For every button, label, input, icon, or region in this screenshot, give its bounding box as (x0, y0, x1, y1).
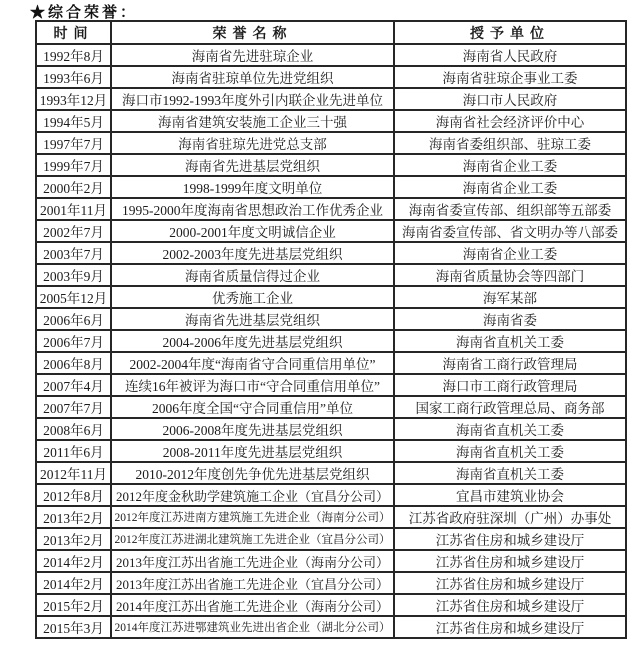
cell-honor-name: 海南省驻琼先进党总支部 (111, 132, 394, 154)
cell-honor-name: 2004-2006年度先进基层党组织 (111, 330, 394, 352)
cell-honor-name: 2012年度江苏进湖北建筑施工先进企业（宜昌分公司） (111, 528, 394, 550)
cell-honor-name: 海南省质量信得过企业 (111, 264, 394, 286)
cell-honor-name: 海南省建筑安装施工企业三十强 (111, 110, 394, 132)
cell-honor-name: 海南省先进基层党组织 (111, 154, 394, 176)
cell-time: 2001年11月 (36, 198, 111, 220)
cell-awarding-unit: 国家工商行政管理总局、商务部 (394, 396, 626, 418)
table-row (36, 66, 626, 88)
cell-awarding-unit: 海南省驻琼企事业工委 (394, 66, 626, 88)
cell-time: 2012年11月 (36, 462, 111, 484)
cell-honor-name: 海南省驻琼单位先进党组织 (111, 66, 394, 88)
cell-time: 2002年7月 (36, 220, 111, 242)
cell-time: 2007年4月 (36, 374, 111, 396)
table-row (36, 550, 626, 572)
cell-honor-name: 2012年度江苏进南方建筑施工先进企业（海南分公司） (111, 506, 394, 528)
table-row (36, 88, 626, 110)
header-row (36, 21, 626, 44)
table-row (36, 572, 626, 594)
table-row (36, 528, 626, 550)
cell-awarding-unit: 海南省直机关工委 (394, 462, 626, 484)
cell-time: 1993年12月 (36, 88, 111, 110)
cell-awarding-unit: 海南省委组织部、驻琼工委 (394, 132, 626, 154)
table-row (36, 418, 626, 440)
cell-awarding-unit: 海南省直机关工委 (394, 418, 626, 440)
cell-awarding-unit: 海南省直机关工委 (394, 330, 626, 352)
cell-honor-name: 2012年度金秋助学建筑施工企业（宜昌分公司） (111, 484, 394, 506)
table-row (36, 462, 626, 484)
table-row (36, 44, 626, 66)
cell-honor-name: 优秀施工企业 (111, 286, 394, 308)
cell-honor-name: 2006年度全国“守合同重信用”单位 (111, 396, 394, 418)
cell-time: 2014年2月 (36, 550, 111, 572)
cell-honor-name: 海南省先进基层党组织 (111, 308, 394, 330)
cell-awarding-unit: 海军某部 (394, 286, 626, 308)
table-row (36, 396, 626, 418)
cell-honor-name: 1995-2000年度海南省思想政治工作优秀企业 (111, 198, 394, 220)
table-row (36, 594, 626, 616)
table-row (36, 110, 626, 132)
cell-awarding-unit: 江苏省政府驻深圳（广州）办事处 (394, 506, 626, 528)
cell-awarding-unit: 宜昌市建筑业协会 (394, 484, 626, 506)
cell-awarding-unit: 海南省委 (394, 308, 626, 330)
cell-honor-name: 2013年度江苏出省施工先进企业（宜昌分公司） (111, 572, 394, 594)
table-row (36, 308, 626, 330)
cell-awarding-unit: 江苏省住房和城乡建设厅 (394, 572, 626, 594)
cell-honor-name: 2013年度江苏出省施工先进企业（海南分公司） (111, 550, 394, 572)
cell-time: 2013年2月 (36, 506, 111, 528)
table-row (36, 286, 626, 308)
cell-time: 2005年12月 (36, 286, 111, 308)
cell-honor-name: 2014年度江苏出省施工先进企业（海南分公司） (111, 594, 394, 616)
cell-honor-name: 2000-2001年度文明诚信企业 (111, 220, 394, 242)
cell-time: 2015年2月 (36, 594, 111, 616)
table-row (36, 198, 626, 220)
cell-awarding-unit: 海南省企业工委 (394, 242, 626, 264)
cell-honor-name: 1998-1999年度文明单位 (111, 176, 394, 198)
cell-time: 1993年6月 (36, 66, 111, 88)
header-honor-name: 荣誉名称 (111, 21, 394, 44)
cell-awarding-unit: 江苏省住房和城乡建设厅 (394, 616, 626, 638)
table-row (36, 352, 626, 374)
cell-time: 2006年6月 (36, 308, 111, 330)
cell-time: 2013年2月 (36, 528, 111, 550)
cell-awarding-unit: 江苏省住房和城乡建设厅 (394, 594, 626, 616)
cell-awarding-unit: 海南省直机关工委 (394, 440, 626, 462)
cell-honor-name: 2002-2003年度先进基层党组织 (111, 242, 394, 264)
table-row (36, 242, 626, 264)
section-title: ★综合荣誉： (30, 5, 139, 21)
table-row (36, 440, 626, 462)
cell-honor-name: 2008-2011年度先进基层党组织 (111, 440, 394, 462)
header-awarding-unit: 授予单位 (394, 21, 626, 44)
cell-time: 2011年6月 (36, 440, 111, 462)
table-body (36, 44, 626, 638)
table-row (36, 330, 626, 352)
cell-honor-name: 连续16年被评为海口市“守合同重信用单位” (111, 374, 394, 396)
cell-awarding-unit: 海南省企业工委 (394, 154, 626, 176)
cell-honor-name: 2006-2008年度先进基层党组织 (111, 418, 394, 440)
cell-awarding-unit: 海南省社会经济评价中心 (394, 110, 626, 132)
cell-time: 1999年7月 (36, 154, 111, 176)
cell-time: 2007年7月 (36, 396, 111, 418)
cell-honor-name: 2010-2012年度创先争优先进基层党组织 (111, 462, 394, 484)
cell-time: 2014年2月 (36, 572, 111, 594)
table-row (36, 176, 626, 198)
header-time: 时间 (36, 21, 111, 44)
cell-time: 2003年9月 (36, 264, 111, 286)
cell-awarding-unit: 海南省质量协会等四部门 (394, 264, 626, 286)
honors-table (35, 20, 627, 639)
cell-awarding-unit: 海南省企业工委 (394, 176, 626, 198)
cell-honor-name: 海口市1992-1993年度外引内联企业先进单位 (111, 88, 394, 110)
table-row (36, 154, 626, 176)
cell-awarding-unit: 海南省人民政府 (394, 44, 626, 66)
table-row (36, 616, 626, 638)
table-row (36, 484, 626, 506)
cell-awarding-unit: 江苏省住房和城乡建设厅 (394, 528, 626, 550)
cell-awarding-unit: 海口市工商行政管理局 (394, 374, 626, 396)
cell-time: 2006年8月 (36, 352, 111, 374)
cell-time: 1997年7月 (36, 132, 111, 154)
table-row (36, 264, 626, 286)
cell-awarding-unit: 海南省工商行政管理局 (394, 352, 626, 374)
cell-time: 2008年6月 (36, 418, 111, 440)
cell-awarding-unit: 海南省委宣传部、省文明办等八部委 (394, 220, 626, 242)
table-row (36, 220, 626, 242)
table-row (36, 374, 626, 396)
cell-honor-name: 2002-2004年度“海南省守合同重信用单位” (111, 352, 394, 374)
cell-honor-name: 海南省先进驻琼企业 (111, 44, 394, 66)
cell-time: 2003年7月 (36, 242, 111, 264)
cell-time: 1994年5月 (36, 110, 111, 132)
cell-time: 2015年3月 (36, 616, 111, 638)
cell-awarding-unit: 江苏省住房和城乡建设厅 (394, 550, 626, 572)
cell-time: 2012年8月 (36, 484, 111, 506)
cell-time: 2006年7月 (36, 330, 111, 352)
cell-time: 1992年8月 (36, 44, 111, 66)
cell-awarding-unit: 海南省委宣传部、组织部等五部委 (394, 198, 626, 220)
cell-time: 2000年2月 (36, 176, 111, 198)
table-row (36, 506, 626, 528)
cell-honor-name: 2014年度江苏进鄂建筑业先进出省企业（湖北分公司） (111, 616, 394, 638)
cell-awarding-unit: 海口市人民政府 (394, 88, 626, 110)
table-row (36, 132, 626, 154)
